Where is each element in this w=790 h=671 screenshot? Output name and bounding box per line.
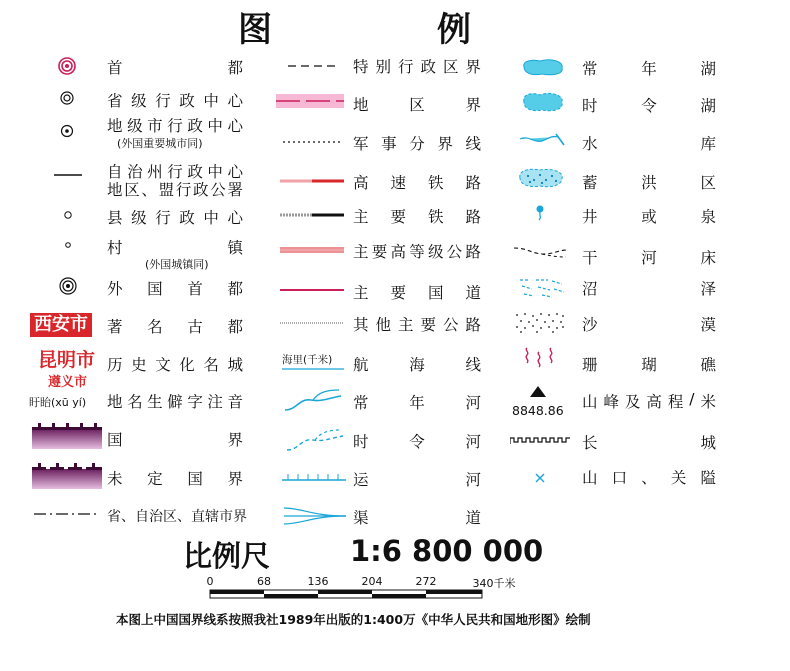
label-foreign-capital	[107, 277, 243, 299]
label-text: 主 要 国 道	[353, 284, 481, 302]
label-great-wall	[582, 431, 716, 453]
label-text: 山 峰 及 高 程 / 米	[582, 390, 716, 411]
historic-city-sample-small: 遵义市	[48, 375, 88, 390]
scale-ratio: 1:6 800 000	[350, 534, 544, 568]
highway-icon	[280, 246, 344, 254]
desert-icon	[513, 311, 567, 333]
label-well-spring	[582, 205, 716, 227]
scale-tick-label: 272	[415, 575, 437, 588]
label-highway	[353, 240, 481, 262]
label-national-boundary	[107, 428, 243, 450]
mountain-peak-icon	[528, 384, 548, 398]
label-special-admin-boundary	[353, 55, 481, 77]
label-text: 常 年 湖	[582, 60, 716, 78]
foreign-capital-icon	[57, 275, 79, 297]
label-seasonal-lake	[582, 94, 716, 116]
mountain-pass-icon	[533, 471, 547, 485]
label-canal	[353, 468, 481, 490]
label-village	[107, 236, 243, 258]
main-railway-icon	[280, 212, 344, 218]
label-text: 地 名 生 僻 字 注 音	[107, 393, 243, 411]
label-undetermined-boundary	[107, 467, 243, 489]
label-historic-city	[107, 353, 243, 375]
special-admin-boundary-icon	[288, 63, 340, 69]
label-text: 蓄 洪 区	[582, 174, 716, 192]
dry-riverbed-icon	[512, 244, 570, 258]
canal-icon	[282, 470, 346, 482]
label-text: 地 区 界	[353, 96, 481, 114]
label-text: 主 要 铁 路	[353, 208, 481, 226]
undetermined-boundary-icon	[32, 463, 102, 489]
label-text: 省 级 行 政 中 心	[107, 92, 243, 110]
label-rare-char	[107, 390, 243, 412]
label-text: 特 别 行 政 区 界	[353, 58, 481, 76]
perennial-lake-icon	[520, 57, 566, 77]
label-text: 时 令 湖	[582, 97, 716, 115]
label-channel	[353, 506, 481, 528]
label-county	[107, 206, 243, 228]
district-boundary-icon	[276, 94, 344, 108]
label-text: 主 要 高 等 级 公 路	[353, 243, 481, 261]
label-ancient-capital	[107, 315, 243, 337]
prefecture-city-icon	[59, 123, 75, 139]
scale-tick-label: 204	[361, 575, 383, 588]
label-national-road	[353, 281, 481, 303]
label-sea-route	[353, 353, 481, 375]
label-text: 地 级 市 行 政 中 心	[107, 117, 243, 135]
label-perennial-river	[353, 391, 481, 413]
label-text: 常 年 河	[353, 394, 481, 412]
label-text: 高 速 铁 路	[353, 174, 481, 192]
label-text: 长 城	[582, 434, 716, 452]
label-text: 水 库	[582, 135, 716, 153]
village-icon	[63, 240, 73, 250]
label-text: 未 定 国 界	[107, 470, 243, 488]
label-military-demarcation	[353, 132, 481, 154]
title-char-right: 例	[437, 10, 471, 50]
high-speed-rail-icon	[280, 178, 344, 184]
coral-reef-icon	[523, 346, 559, 372]
channel-icon	[282, 505, 348, 527]
provincial-boundary-icon	[34, 511, 100, 517]
label-text: 国 界	[107, 431, 243, 449]
label-text: 地 区 、 盟 行 政 公 署	[107, 181, 243, 199]
label-perennial-lake	[582, 57, 716, 79]
other-road-icon	[280, 321, 344, 325]
seasonal-lake-icon	[520, 90, 566, 114]
great-wall-icon	[510, 434, 570, 446]
label-provincial-capital	[107, 89, 243, 111]
label-text: 县 级 行 政 中 心	[107, 209, 243, 227]
autonomous-prefecture-icon	[52, 172, 84, 178]
label-text: 珊 瑚 礁	[582, 356, 716, 374]
label-text: 井 或 泉	[582, 208, 716, 226]
label-text: 自 治 州 行 政 中 心	[107, 163, 243, 181]
label-text: 首 都	[107, 59, 243, 77]
sea-route-sample: 海里(千米)	[282, 354, 333, 366]
label-mountain-peak	[582, 390, 716, 412]
label-high-speed-rail	[353, 171, 481, 193]
label-text: 渠 道	[353, 509, 481, 527]
label-text: 航 海 线	[353, 356, 481, 374]
label-text: 军 事 分 界 线	[353, 135, 481, 153]
label-desert	[582, 313, 716, 335]
legend-title	[0, 0, 790, 50]
label-text: 历 史 文 化 名 城	[107, 356, 243, 374]
seasonal-river-icon	[285, 428, 347, 454]
label-reservoir	[582, 132, 716, 154]
label-other-road	[353, 313, 481, 335]
flood-storage-icon	[516, 166, 566, 190]
military-demarcation-icon	[283, 140, 343, 144]
label-provincial-boundary: 省、自治区、直辖市界	[107, 509, 247, 525]
capital-icon	[56, 56, 78, 76]
label-text: 山 口 、 关 隘	[582, 469, 716, 487]
label-mountain-pass	[582, 466, 716, 488]
label-prefecture-office	[107, 178, 243, 200]
label-main-railway	[353, 205, 481, 227]
label-text: 外 国 首 都	[107, 280, 243, 298]
label-dry-riverbed	[582, 246, 716, 268]
scale-tick-label: 0	[206, 575, 214, 588]
label-text: 著 名 古 都	[107, 318, 243, 336]
scale-tick-label: 340千米	[472, 577, 516, 590]
label-text: 沼 泽	[582, 280, 716, 298]
label-swamp	[582, 277, 716, 299]
scale-title: 比例尺	[183, 539, 271, 573]
label-text: 其 他 主 要 公 路	[353, 316, 481, 334]
footnote: 本图上中国国界线系按照我社1989年出版的1:400万《中华人民共和国地形图》绘制	[116, 612, 591, 627]
national-road-icon	[280, 288, 344, 292]
historic-city-sample: 昆明市	[38, 349, 96, 371]
peak-elevation-sample: 8848.86	[512, 403, 564, 418]
label-district-boundary	[353, 93, 481, 115]
label-coral-reef	[582, 353, 716, 375]
label-capital	[107, 56, 243, 78]
label-text: 时 令 河	[353, 433, 481, 451]
scale-tick-label: 68	[257, 575, 271, 588]
label-text: 运 河	[353, 471, 481, 489]
swamp-icon	[516, 276, 566, 298]
well-spring-icon	[534, 204, 546, 222]
label-flood-storage	[582, 171, 716, 193]
county-icon	[62, 209, 74, 221]
rare-char-sample: 盱眙(xū yí)	[29, 396, 87, 409]
label-text: 村 镇	[107, 239, 243, 257]
label-prefecture-city	[107, 114, 243, 136]
label-seasonal-river	[353, 430, 481, 452]
title-char-left: 图	[238, 10, 272, 50]
label-text: 干 河 床	[582, 249, 716, 267]
provincial-capital-icon	[58, 89, 76, 107]
label-text: 沙 漠	[582, 316, 716, 334]
ancient-capital-sample: 西安市	[30, 313, 92, 337]
sub-village: (外国城镇同)	[145, 258, 209, 271]
national-boundary-icon	[32, 423, 102, 449]
scale-bar	[205, 588, 495, 602]
sea-route-icon	[282, 366, 344, 372]
perennial-river-icon	[283, 388, 345, 414]
sub-prefecture-city: (外国重要城市同)	[117, 137, 203, 150]
reservoir-icon	[518, 131, 568, 149]
scale-tick-label: 136	[307, 575, 329, 588]
